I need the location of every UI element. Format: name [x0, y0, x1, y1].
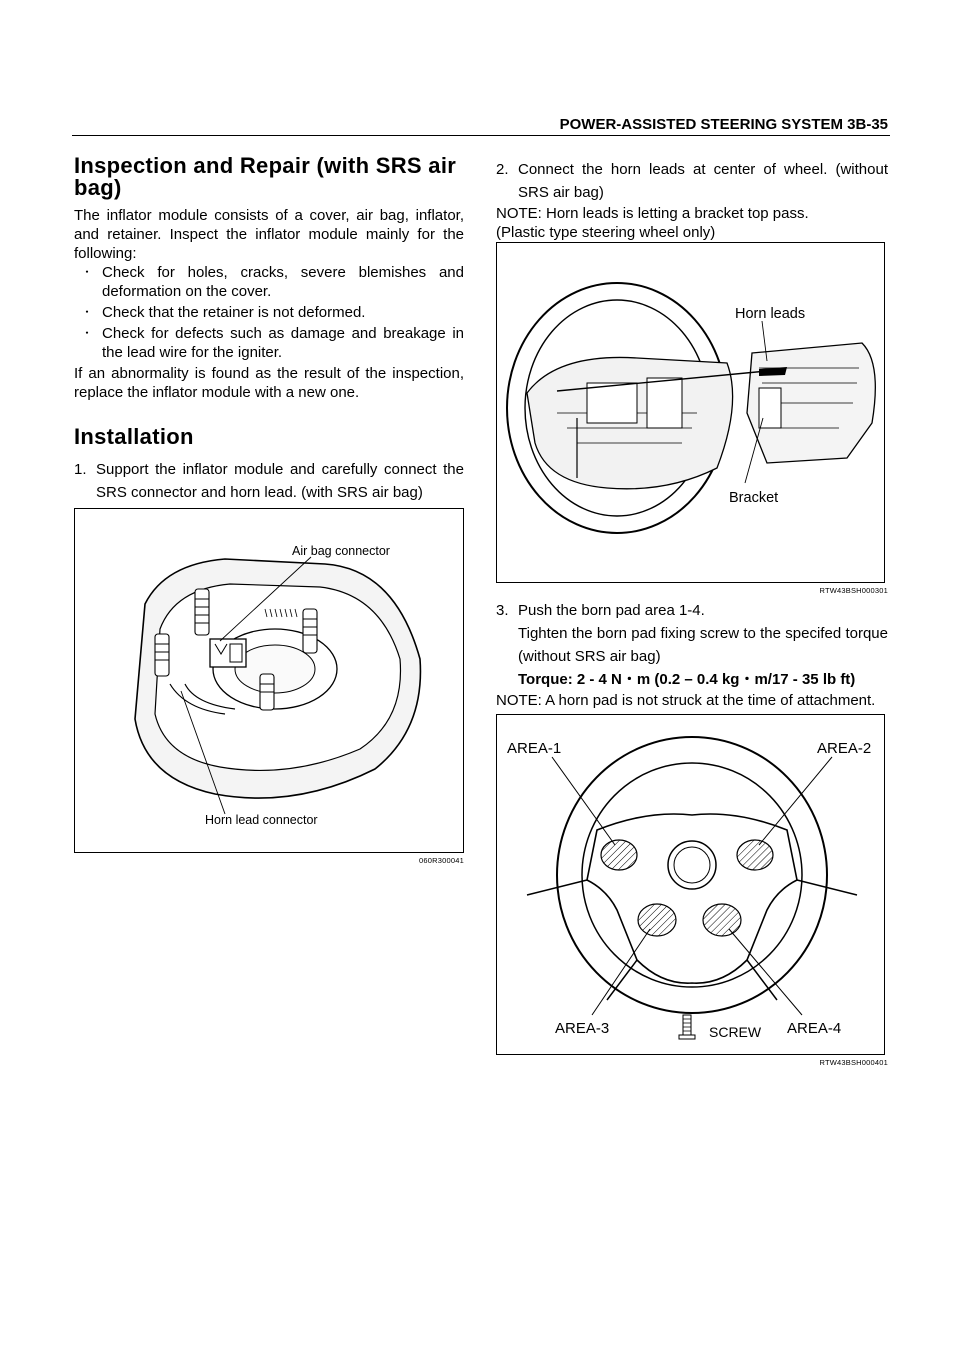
area-1-label: AREA-1: [507, 740, 562, 757]
figure-code: 060R300041: [419, 856, 464, 865]
pad-areas-illustration: [497, 715, 884, 1054]
step-number: 1.: [74, 461, 87, 478]
inspection-outro: If an abnormality is found as the result of the inspection, replace the inflator module with a new one.: [74, 365, 464, 401]
note-plastic-type: (Plastic type steering wheel only): [496, 224, 716, 241]
area-4-label: AREA-4: [787, 1020, 842, 1037]
horn-leads-label: Horn leads: [735, 306, 806, 322]
figure-inflator-module: [74, 508, 464, 853]
horn-lead-connector-label: Horn lead connector: [205, 813, 318, 827]
area-3-label: AREA-3: [555, 1020, 610, 1037]
bracket-label: Bracket: [729, 490, 779, 506]
torque-spec: Torque: 2 - 4 N・m (0.2 – 0.4 kg・m/17 - 35 lb ft): [518, 671, 856, 688]
area-2-label: AREA-2: [817, 740, 872, 757]
bullet-item: ・ Check that the retainer is not deformed.: [81, 304, 366, 321]
inspection-heading: Inspection and Repair (with SRS air bag): [74, 153, 457, 200]
air-bag-connector-label: Air bag connector: [292, 544, 390, 558]
right-column: [496, 158, 888, 1067]
installation-heading: Installation: [74, 424, 194, 449]
bullet-item: ・ Check for holes, cracks, severe blemishes and deformation on the cover.: [81, 264, 464, 300]
bullet-dot: ・: [81, 305, 94, 319]
note-horn-pad: NOTE: A horn pad is not struck at the time of attachment.: [496, 692, 876, 709]
header-rule: [72, 135, 890, 136]
figure-code: RTW43BSH000401: [819, 1058, 888, 1067]
bullet-dot: ・: [81, 265, 94, 279]
step-number: 3.: [496, 602, 509, 619]
bullet-item: ・ Check for defects such as damage and breakage in the lead wire for the igniter.: [81, 325, 464, 361]
step-text: Connect the horn leads at center of wheel. (without SRS air bag): [518, 161, 888, 201]
inspection-intro: The inflator module consists of a cover, air bag, inflator, and retainer. Inspect the inflator module mainly for the following:: [74, 207, 464, 262]
step-2: [496, 158, 888, 204]
screw-icon: [679, 1015, 695, 1039]
step-text: Support the inflator module and carefully connect the SRS connector and horn lead. (with SRS air bag): [96, 461, 464, 501]
step-1: [74, 458, 464, 504]
step-text: Push the born pad area 1-4.: [518, 602, 705, 619]
note-horn-leads: NOTE: Horn leads is letting a bracket top pass.: [496, 205, 809, 222]
figure-horn-leads: [496, 242, 885, 583]
step-3: [496, 599, 888, 622]
figure-pad-areas: [496, 714, 885, 1055]
inspection-bullets: [74, 263, 464, 362]
screw-label: SCREW: [709, 1024, 762, 1040]
inflator-module-illustration: [75, 509, 463, 852]
page-header: POWER-ASSISTED STEERING SYSTEM 3B-35: [559, 116, 888, 133]
figure-code: RTW43BSH000301: [819, 586, 888, 595]
bullet-dot: ・: [81, 326, 94, 340]
step-number: 2.: [496, 161, 509, 178]
horn-leads-illustration: [497, 243, 884, 582]
step-3-detail: Tighten the born pad fixing screw to the specifed torque (without SRS air bag): [518, 625, 888, 665]
left-column: [74, 155, 464, 865]
